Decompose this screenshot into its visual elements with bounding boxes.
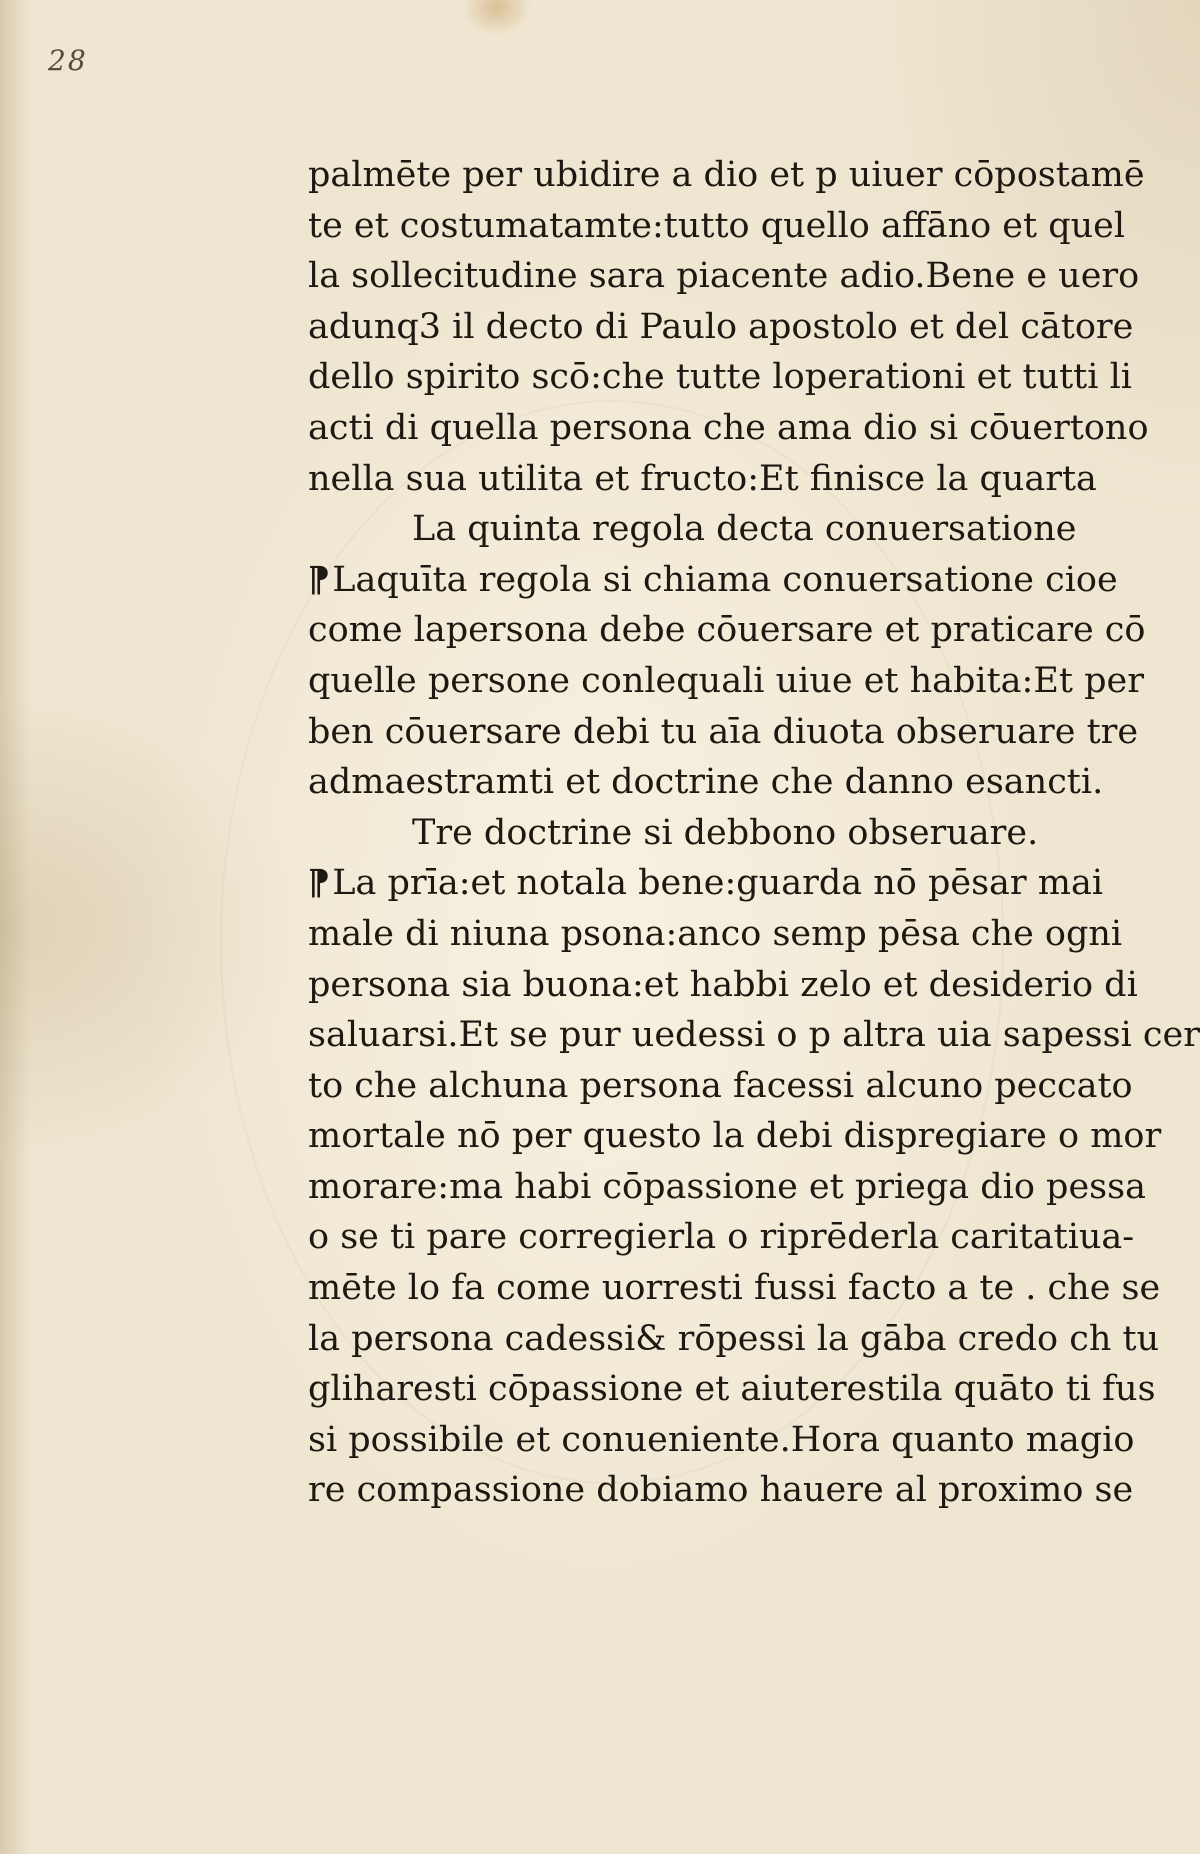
page-edge-shadow: [0, 0, 30, 1854]
text-line: saluarsi.Et se pur uedessi o p altra uia sapessi cer: [308, 1015, 1200, 1056]
text-line: come lapersona debe cōuersare et praticare cō: [308, 610, 1146, 651]
text-line: la persona cadessi& rōpessi la gāba credo ch tu: [308, 1318, 1160, 1359]
text-line: nella sua utilita et fructo:Et finisce la quarta: [308, 458, 1097, 499]
paragraph-line: [308, 858, 1128, 909]
paragraph-line: [308, 555, 1128, 606]
section-heading: La quinta regola decta conuersatione: [412, 509, 1077, 550]
text-line: si possibile et conueniente.Hora quanto magio: [308, 1419, 1135, 1460]
text-line: La prīa:et notala bene:guarda nō pēsar mai: [332, 863, 1104, 904]
text-line: dello spirito scō:che tutte loperationi et tutti li: [308, 357, 1132, 398]
text-line: adunq3 il decto di Paulo apostolo et del cātore: [308, 306, 1134, 347]
text-line: re compassione dobiamo hauere al proximo se: [308, 1470, 1134, 1511]
paragraph-mark: ¶: [308, 558, 331, 600]
text-line: la sollecitudine sara piacente adio.Bene e uero: [308, 256, 1140, 297]
body-text: [308, 150, 1200, 1516]
page-number: 28: [48, 44, 88, 77]
text-line: acti di quella persona che ama dio si cōuertono: [308, 407, 1149, 448]
text-line: persona sia buona:et habbi zelo et desiderio di: [308, 964, 1138, 1005]
paper-stain: [462, 0, 532, 36]
text-line: gliharesti cōpassione et aiuterestila quāto ti fus: [308, 1369, 1156, 1410]
text-line: mēte lo fa come uorresti fussi facto a te . che se: [308, 1268, 1161, 1309]
paragraph-mark: ¶: [308, 862, 331, 904]
text-line: o se ti pare corregierla o riprēderla caritatiua-: [308, 1217, 1135, 1258]
text-line: male di niuna psona:anco semp pēsa che ogni: [308, 913, 1123, 954]
text-line: palmēte per ubidire a dio et p uiuer cōpostamē: [308, 155, 1145, 195]
text-line: morare:ma habi cōpassione et priega dio pessa: [308, 1166, 1146, 1207]
text-line: quelle persone conlequali uiue et habita:Et per: [308, 660, 1144, 701]
text-line: to che alchuna persona facessi alcuno peccato: [308, 1065, 1133, 1106]
text-line: mortale nō per questo la debi dispregiare o mor: [308, 1116, 1162, 1157]
text-line: te et costumatamte:tutto quello affāno et quel: [308, 205, 1126, 246]
text-line: admaestramti et doctrine che danno esancti.: [308, 762, 1104, 803]
section-heading: Tre doctrine si debbono obseruare.: [412, 812, 1039, 853]
text-line: Laquīta regola si chiama conuersatione cioe: [332, 559, 1118, 600]
text-line: ben cōuersare debi tu aīa diuota obseruare tre: [308, 711, 1139, 752]
